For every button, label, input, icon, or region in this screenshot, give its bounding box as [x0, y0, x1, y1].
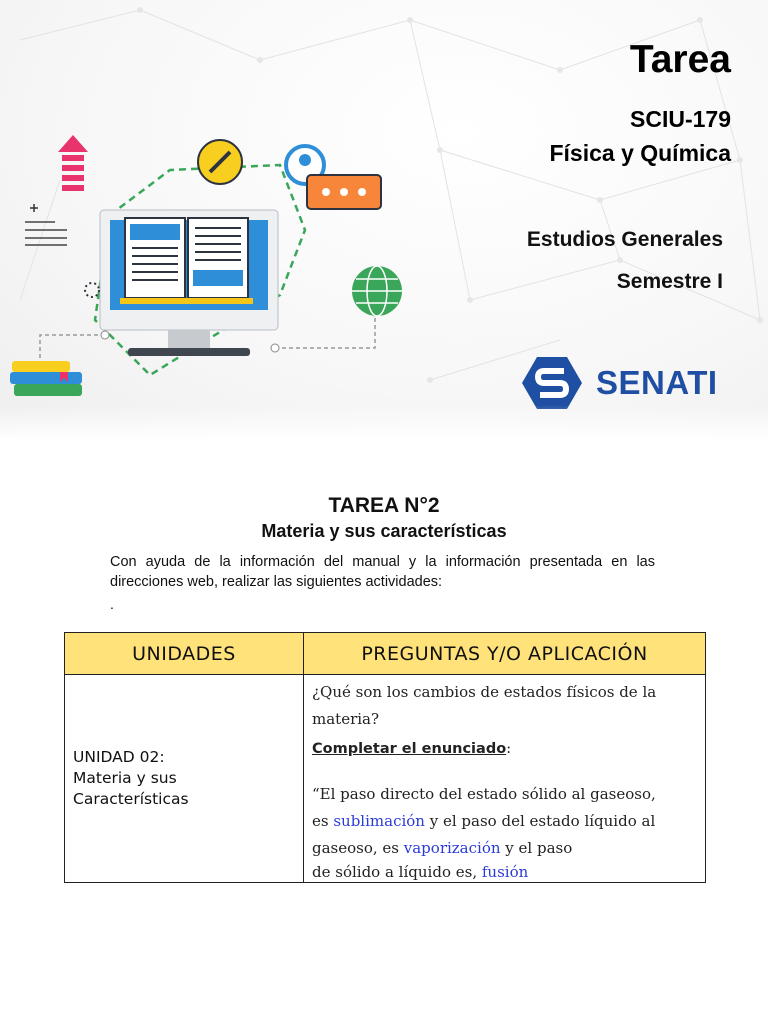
- unit-number: UNIDAD 02:: [73, 748, 165, 766]
- instruction-line: Completar el enunciado:: [312, 739, 512, 757]
- question-line2: materia?: [312, 710, 380, 728]
- loading-icon: [85, 283, 99, 297]
- course-name: Física y Química: [549, 140, 731, 166]
- document-lines-icon: [25, 204, 67, 245]
- senati-logo-text: SENATI: [596, 364, 718, 401]
- bullet-mark: .: [110, 596, 114, 612]
- statement-line1: “El paso directo del estado sólido al gaseoso,: [312, 785, 656, 803]
- activity-table: [64, 632, 706, 883]
- question-cell: [304, 675, 706, 883]
- globe-icon: [352, 266, 402, 316]
- statement-line4: de sólido a líquido es, fusión: [312, 863, 529, 881]
- document-type: Tarea: [629, 38, 731, 81]
- instruction-label: Completar el enunciado: [312, 741, 507, 757]
- program-name: Estudios Generales: [526, 228, 723, 251]
- header-units: UNIDADES: [65, 633, 304, 675]
- upload-arrow-icon: [58, 135, 88, 191]
- answer-sublimation: sublimación: [333, 812, 425, 830]
- statement-line3: gaseoso, es vaporización y el paso: [312, 839, 573, 857]
- senati-logo-icon: [522, 355, 582, 411]
- task-subtitle: Materia y sus características: [261, 521, 507, 541]
- books-icon: [10, 361, 82, 396]
- pen-icon: [198, 140, 242, 184]
- statement-line2: es sublimación y el paso del estado líquido al: [312, 812, 656, 830]
- cover-header: [0, 0, 768, 440]
- user-chat-icon: [286, 146, 381, 209]
- unit-cell: [65, 675, 304, 883]
- answer-fusion: fusión: [481, 863, 529, 881]
- task-title: TAREA N°2: [328, 494, 440, 517]
- answer-vaporization: vaporización: [403, 839, 501, 857]
- unit-name-line1: Materia y sus: [73, 769, 177, 787]
- elearning-illustration: [0, 120, 420, 410]
- table-row: [65, 675, 706, 883]
- course-code: SCIU-179: [630, 106, 731, 132]
- semester-label: Semestre I: [616, 270, 723, 293]
- table-header-row: [65, 633, 706, 675]
- header-questions: PREGUNTAS Y/O APLICACIÓN: [304, 633, 706, 675]
- task-instructions: Con ayuda de la información del manual y la información presentada en las direcciones web, realizar las siguientes actividades:: [110, 554, 655, 590]
- unit-name-line2: Características: [73, 790, 189, 808]
- question-line1: ¿Qué son los cambios de estados físicos de la: [312, 683, 657, 701]
